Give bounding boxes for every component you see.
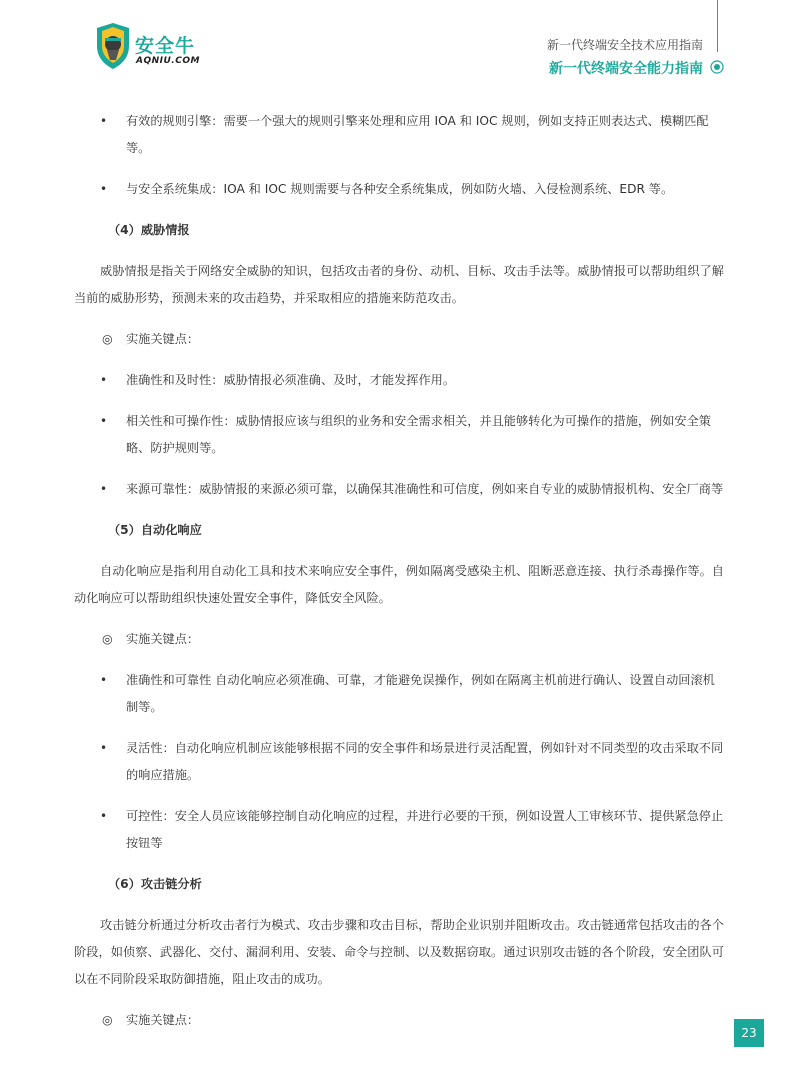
bullet-icon: •: [100, 114, 108, 128]
key-points-text: 实施关键点：: [126, 632, 200, 646]
list-item: [74, 176, 724, 203]
list-item-text: 准确性和可靠性 自动化响应必须准确、可靠，才能避免误操作，例如在隔离主机前进行确认、设置自动回滚机制等。: [126, 673, 715, 714]
circle-icon: ◎: [102, 332, 113, 346]
bullet-icon: •: [100, 182, 108, 196]
list-item-text: 来源可靠性：威胁情报的来源必须可靠，以确保其准确性和可信度，例如来自专业的威胁情报机构、安全厂商等: [126, 482, 724, 496]
bullet-icon: •: [100, 414, 108, 428]
paragraph: 自动化响应是指利用自动化工具和技术来响应安全事件，例如隔离受感染主机、阻断恶意连接、执行杀毒操作等。自动化响应可以帮助组织快速处置安全事件，降低安全风险。: [74, 564, 724, 605]
logo-text-cn: 安全牛: [135, 35, 196, 57]
key-points-label: [74, 326, 724, 353]
key-points-label: [74, 626, 724, 653]
paragraph: 威胁情报是指关于网络安全威胁的知识，包括攻击者的身份、动机、目标、攻击手法等。威胁情报可以帮助组织了解当前的威胁形势，预测未来的攻击趋势，并采取相应的措施来防范攻击。: [74, 264, 724, 305]
section-heading: （4）威胁情报: [108, 223, 190, 237]
bullet-icon: •: [100, 741, 108, 755]
circle-icon: ◎: [102, 632, 113, 646]
list-item-text: 灵活性：自动化响应机制应该能够根据不同的安全事件和场景进行灵活配置，例如针对不同类型的攻击采取不同的响应措施。: [126, 741, 724, 782]
paragraph: 攻击链分析通过分析攻击者行为模式、攻击步骤和攻击目标，帮助企业识别并阻断攻击。攻击链通常包括攻击的各个阶段，如侦察、武器化、交付、漏洞利用、安装、命令与控制、以及数据窃取。通过识别攻击链的各个阶段，安全团队可以在不同阶段采取防御措施，阻止攻击的成功。: [74, 918, 724, 986]
list-item: [74, 367, 724, 394]
bullet-icon: •: [100, 373, 108, 387]
list-item-text: 有效的规则引擎：需要一个强大的规则引擎来处理和应用 IOA 和 IOC 规则，例如支持正则表达式、模糊匹配等。: [126, 114, 709, 155]
section-heading: （6）攻击链分析: [108, 877, 202, 891]
shield-icon: [94, 22, 132, 70]
key-points-text: 实施关键点：: [126, 332, 200, 346]
list-item: [74, 735, 724, 789]
header-subtitle: 新一代终端安全技术应用指南: [546, 38, 703, 52]
page-content: [74, 108, 724, 1048]
key-points-label: [74, 1007, 724, 1034]
list-item-text: 与安全系统集成：IOA 和 IOC 规则需要与各种安全系统集成，例如防火墙、入侵检测系统、EDR 等。: [126, 182, 674, 196]
logo: [94, 22, 204, 72]
logo-text-en: AQNIU.COM: [136, 56, 200, 66]
list-item-text: 可控性：安全人员应该能够控制自动化响应的过程，并进行必要的干预，例如设置人工审核环节、提供紧急停止按钮等: [126, 809, 724, 850]
page-header: [0, 0, 793, 90]
list-item: [74, 667, 724, 721]
bullet-icon: •: [100, 673, 108, 687]
header-title: 新一代终端安全能力指南: [549, 61, 703, 77]
list-item: [74, 476, 724, 503]
target-icon: [710, 60, 724, 74]
list-item: [74, 408, 724, 462]
list-item: [74, 108, 724, 162]
list-item: [74, 803, 724, 857]
circle-icon: ◎: [102, 1013, 113, 1027]
list-item-text: 准确性和及时性：威胁情报必须准确、及时，才能发挥作用。: [126, 373, 456, 387]
page-number: 23: [734, 1019, 764, 1047]
bullet-icon: •: [100, 809, 108, 823]
key-points-text: 实施关键点：: [126, 1013, 200, 1027]
bullet-icon: •: [100, 482, 108, 496]
header-divider: [717, 0, 718, 52]
list-item-text: 相关性和可操作性：威胁情报应该与组织的业务和安全需求相关，并且能够转化为可操作的措施，例如安全策略、防护规则等。: [126, 414, 711, 455]
section-heading: （5）自动化响应: [108, 523, 202, 537]
